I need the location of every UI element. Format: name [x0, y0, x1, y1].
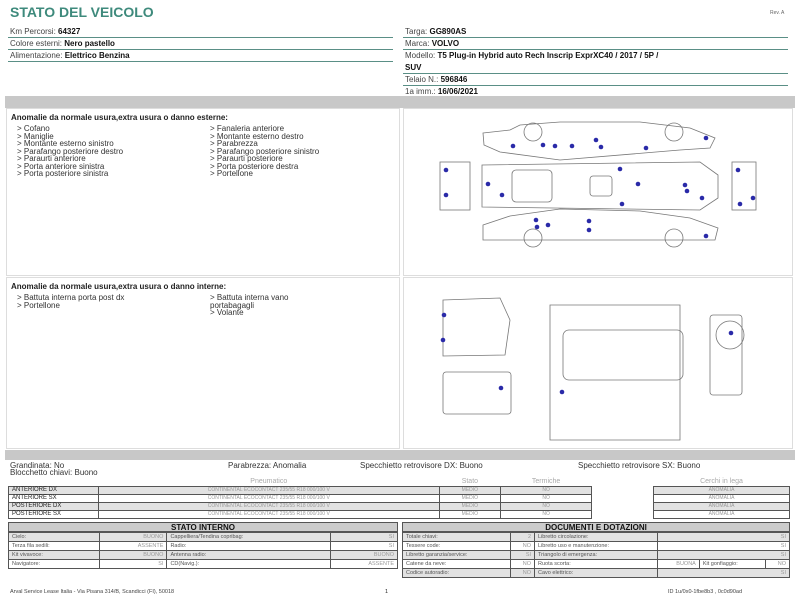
- tyre-tyre: CONTINENTAL ECOCONTACT 235/55 R18 000/100 V: [99, 510, 440, 518]
- item-label: Catene da neve:: [403, 560, 511, 569]
- item-value: BUONA: [657, 560, 699, 569]
- page-number: 1: [385, 589, 389, 595]
- damage-marker: [685, 189, 690, 194]
- damage-marker: [535, 225, 540, 230]
- damage-item: > Montante esterno sinistro: [17, 139, 114, 148]
- status-specchietto-sx: Specchietto retrovisore SX: Buono: [578, 461, 701, 470]
- damage-item: > Paraurti anteriore: [17, 154, 86, 163]
- damage-marker: [441, 338, 446, 343]
- item-value: SI: [100, 560, 167, 569]
- info-modello-cont: SUV: [403, 62, 788, 74]
- header-pneumatico: Pneumatico: [99, 478, 440, 486]
- tyre-termiche: NO: [501, 486, 592, 494]
- damage-marker: [546, 223, 551, 228]
- damage-marker: [499, 386, 504, 391]
- damage-item: > Montante esterno destro: [210, 131, 304, 141]
- damage-item: > Porta posteriore sinistra: [17, 169, 109, 178]
- rim-status: ANOMALIA: [654, 486, 790, 494]
- tyre-tyre: CONTINENTAL ECOCONTACT 235/55 R18 000/100 V: [99, 502, 440, 510]
- interior-status-table: [8, 532, 398, 569]
- damage-marker: [729, 331, 734, 336]
- damage-marker: [704, 136, 709, 141]
- interior-row: [9, 542, 398, 551]
- documents-row: [403, 560, 790, 569]
- damage-item: portabagagli: [210, 300, 255, 310]
- item-label: Libretto garanzia/service:: [403, 551, 511, 560]
- item-label: Codice autoradio:: [403, 569, 511, 578]
- item-value: SI: [657, 569, 789, 578]
- damage-marker: [587, 219, 592, 224]
- damage-marker: [620, 202, 625, 207]
- damage-marker: [700, 196, 705, 201]
- damage-item: > Portellone: [17, 300, 60, 310]
- rims-table: [653, 478, 790, 519]
- info-km: Km Percorsi: 64327: [8, 26, 393, 38]
- revision-label: Rev. A: [770, 10, 785, 16]
- item-value: SI: [510, 551, 534, 560]
- header-cerchi: Cerchi in lega: [654, 478, 790, 486]
- tyre-termiche: NO: [501, 510, 592, 518]
- damage-marker: [444, 193, 449, 198]
- tyre-row: [9, 494, 592, 502]
- damage-marker: [534, 218, 539, 223]
- item-label: Terza fila sedili:: [9, 542, 100, 551]
- damage-item: > Battuta interna porta post dx: [17, 293, 125, 302]
- item-label: Cielo:: [9, 533, 100, 542]
- item-label: Libretto circolazione:: [535, 533, 658, 542]
- damage-marker: [444, 168, 449, 173]
- damage-marker: [560, 390, 565, 395]
- item-value: SI: [657, 551, 789, 560]
- damage-marker: [594, 138, 599, 143]
- item-label: Antenna radio:: [167, 551, 331, 560]
- tyre-stato: MEDIO: [439, 486, 501, 494]
- damage-marker: [500, 193, 505, 198]
- damage-marker: [570, 144, 575, 149]
- header-termiche: Termiche: [501, 478, 592, 486]
- damage-item: > Parafango posteriore sinistro: [210, 146, 320, 156]
- tyre-pos: ANTERIORE DX: [9, 486, 99, 494]
- item-value: SI: [657, 533, 789, 542]
- tyre-termiche: NO: [501, 502, 592, 510]
- documents-section: [402, 522, 790, 578]
- tyre-tyre: CONTINENTAL ECOCONTACT 235/55 R18 000/100 V: [99, 486, 440, 494]
- rim-row: [654, 494, 790, 502]
- damage-marker: [618, 167, 623, 172]
- info-targa: Targa: GG890AS: [403, 26, 788, 38]
- damage-marker: [738, 202, 743, 207]
- damage-marker: [541, 143, 546, 148]
- item-label: Libretto uso e manutenzione:: [535, 542, 658, 551]
- item-value: SI: [657, 542, 789, 551]
- status-blocchetto: Blocchetto chiavi: Buono: [10, 468, 98, 477]
- tyre-pos: ANTERIORE SX: [9, 494, 99, 502]
- interior-row: [9, 551, 398, 560]
- damage-marker: [486, 182, 491, 187]
- damage-marker: [751, 196, 756, 201]
- item-value: BUONO: [100, 551, 167, 560]
- rim-row: [654, 502, 790, 510]
- item-value: SI: [330, 542, 397, 551]
- documents-title: DOCUMENTI E DOTAZIONI: [402, 522, 790, 532]
- item-value: ASSENTE: [100, 542, 167, 551]
- item-label: Tessere code:: [403, 542, 511, 551]
- header-stato: Stato: [439, 478, 501, 486]
- item-label: Totale chiavi:: [403, 533, 511, 542]
- info-marca: Marca: VOLVO: [403, 38, 788, 50]
- rim-status: ANOMALIA: [654, 510, 790, 518]
- interior-row: [9, 533, 398, 542]
- damage-marker: [511, 144, 516, 149]
- damage-item: > Paraurti posteriore: [210, 154, 283, 163]
- info-alimentazione: Alimentazione: Elettrico Benzina: [8, 50, 393, 62]
- item-value: NO: [510, 560, 534, 569]
- tyre-termiche: NO: [501, 494, 592, 502]
- tyres-table: [8, 478, 592, 519]
- damage-item: > Parafango posteriore destro: [17, 146, 124, 156]
- damage-item: > Volante: [210, 308, 244, 317]
- item-value: BUONO: [100, 533, 167, 542]
- tyre-row: [9, 510, 592, 518]
- info-colore: Colore esterni: Nero pastello: [8, 38, 393, 50]
- damage-item: > Maniglie: [17, 131, 54, 141]
- internal-damage-title: Anomalie da normale usura,extra usura o danno interne:: [11, 282, 227, 291]
- rim-status: ANOMALIA: [654, 494, 790, 502]
- damage-item: > Porta anteriore sinistra: [17, 161, 105, 171]
- damage-item: > Portellone: [210, 169, 253, 178]
- item-label: Ruota scorta:: [535, 560, 658, 569]
- damage-marker: [704, 234, 709, 239]
- documents-row: [403, 569, 790, 578]
- status-grandinata: Grandinata: No: [10, 461, 65, 470]
- damage-marker: [599, 145, 604, 150]
- info-modello: Modello: T5 Plug-in Hybrid auto Rech Inscrip ExprXC40 / 2017 / 5P /: [405, 51, 659, 60]
- damage-item: > Porta posteriore destra: [210, 161, 299, 171]
- damage-item: > Parabrezza: [210, 139, 258, 148]
- tyre-stato: MEDIO: [439, 502, 501, 510]
- interior-row: [9, 560, 398, 569]
- item-value: SI: [330, 533, 397, 542]
- item-value: NO: [765, 560, 789, 569]
- item-value: ASSENTE: [330, 560, 397, 569]
- damage-marker: [442, 313, 447, 318]
- damage-marker: [636, 182, 641, 187]
- document-code: ID 1u/0x0-1fbe8b3 , 0c0d90ad: [668, 589, 743, 595]
- item-label: Cavo elettrico:: [535, 569, 658, 578]
- status-parabrezza: Parabrezza: Anomalia: [228, 461, 307, 470]
- tyre-row: [9, 486, 592, 494]
- damage-marker: [736, 168, 741, 173]
- documents-row: [403, 542, 790, 551]
- status-specchietto-dx: Specchietto retrovisore DX: Buono: [360, 461, 483, 470]
- item-label: Cappelliera/Tendina copribag:: [167, 533, 331, 542]
- damage-marker: [587, 228, 592, 233]
- info-telaio: Telaio N.: 596846: [403, 74, 788, 86]
- rim-row: [654, 486, 790, 494]
- footer-address: Arval Service Lease Italia - Via Pisana 314/B, Scandicci (FI), 50018: [10, 589, 175, 595]
- section-divider-2: [5, 450, 795, 460]
- external-damage-title: Anomalie da normale usura,extra usura o danno esterne:: [11, 113, 228, 122]
- damage-marker: [553, 144, 558, 149]
- documents-table: [402, 532, 790, 578]
- item-label: Radio:: [167, 542, 331, 551]
- rim-row: [654, 510, 790, 518]
- tyre-pos: POSTERIORE DX: [9, 502, 99, 510]
- item-label: Kit gonfiaggio:: [699, 560, 765, 569]
- item-value: NO: [510, 542, 534, 551]
- item-label: Kit vivavoce:: [9, 551, 100, 560]
- rim-status: ANOMALIA: [654, 502, 790, 510]
- tyre-stato: MEDIO: [439, 510, 501, 518]
- tyre-stato: MEDIO: [439, 494, 501, 502]
- item-value: BUONO: [330, 551, 397, 560]
- info-immatricolazione: 1a imm.: 16/06/2021: [403, 86, 788, 98]
- tyre-pos: POSTERIORE SX: [9, 510, 99, 518]
- tyre-tyre: CONTINENTAL ECOCONTACT 235/55 R18 000/100 V: [99, 494, 440, 502]
- item-label: CD(Navig.):: [167, 560, 331, 569]
- page-title: STATO DEL VEICOLO: [10, 4, 154, 20]
- damage-marker: [644, 146, 649, 151]
- item-label: Triangolo di emergenza:: [535, 551, 658, 560]
- damage-marker: [683, 183, 688, 188]
- documents-row: [403, 551, 790, 560]
- tyre-row: [9, 502, 592, 510]
- item-value: 2: [510, 533, 534, 542]
- interior-status-title: STATO INTERNO: [8, 522, 398, 532]
- damage-item: > Battuta interna vano: [210, 293, 289, 302]
- damage-item: > Cofano: [17, 124, 50, 133]
- item-value: NO: [510, 569, 534, 578]
- damage-item: > Fanaleria anteriore: [210, 124, 285, 133]
- documents-row: [403, 533, 790, 542]
- interior-status-section: [8, 522, 398, 569]
- item-label: Navigatore:: [9, 560, 100, 569]
